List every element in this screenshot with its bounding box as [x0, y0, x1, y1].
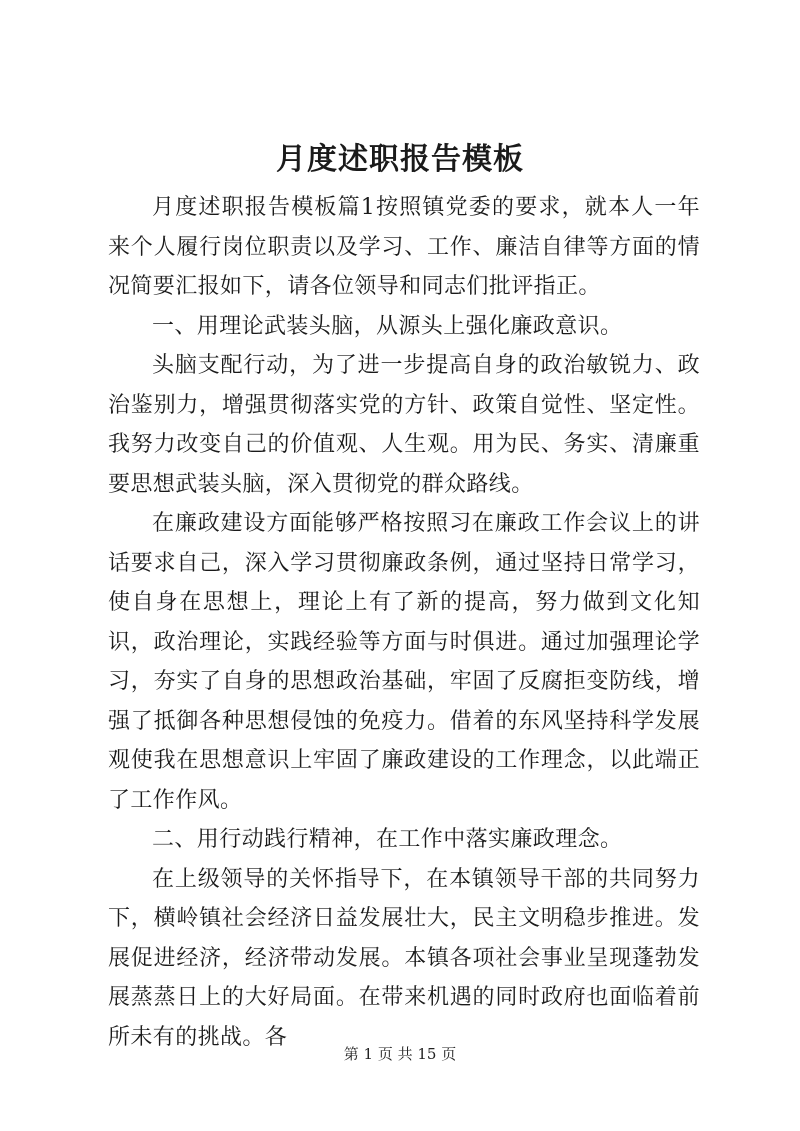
page-footer: 第 1 页 共 15 页 [343, 1045, 457, 1063]
section-heading-1: 一、用理论武装头脑，从源头上强化廉政意识。 [152, 313, 623, 339]
document-title: 月度述职报告模板 [276, 142, 524, 177]
paragraph-section-2-a: 在上级领导的关怀指导下，在本镇领导干部的共同努力下，横岭镇社会经济日益发展壮大，民主文明稳步推进。发展促进经济，经济带动发展。本镇各项社会事业呈现蓬勃发展蒸蒸日上的大好局面。在带来机遇的同时政府也面临着前所未有的挑战。各 [108, 866, 700, 1050]
paragraph-section-1-a: 头脑支配行动，为了进一步提高自身的政治敏锐力、政治鉴别力，增强贯彻落实党的方针、政策自觉性、坚定性。我努力改变自己的价值观、人生观。用为民、务实、清廉重要思想武装头脑，深入贯彻党的群众路线。 [108, 353, 700, 497]
paragraph-intro: 月度述职报告模板篇1按照镇党委的要求，就本人一年来个人履行岗位职责以及学习、工作、廉洁自律等方面的情况简要汇报如下，请各位领导和同志们批评指正。 [108, 195, 700, 299]
document-body [108, 188, 700, 1057]
paragraph-section-1-b: 在廉政建设方面能够严格按照习在廉政工作会议上的讲话要求自己，深入学习贯彻廉政条例，通过坚持日常学习，使自身在思想上，理论上有了新的提高，努力做到文化知识，政治理论，实践经验等方面与时俱进。通过加强理论学习，夯实了自身的思想政治基础，牢固了反腐拒变防线，增强了抵御各种思想侵蚀的免疫力。借着的东风坚持科学发展观使我在思想意识上牢固了廉政建设的工作理念，以此端正了工作作风。 [108, 511, 700, 813]
section-heading-2: 二、用行动践行精神，在工作中落实廉政理念。 [152, 827, 623, 852]
